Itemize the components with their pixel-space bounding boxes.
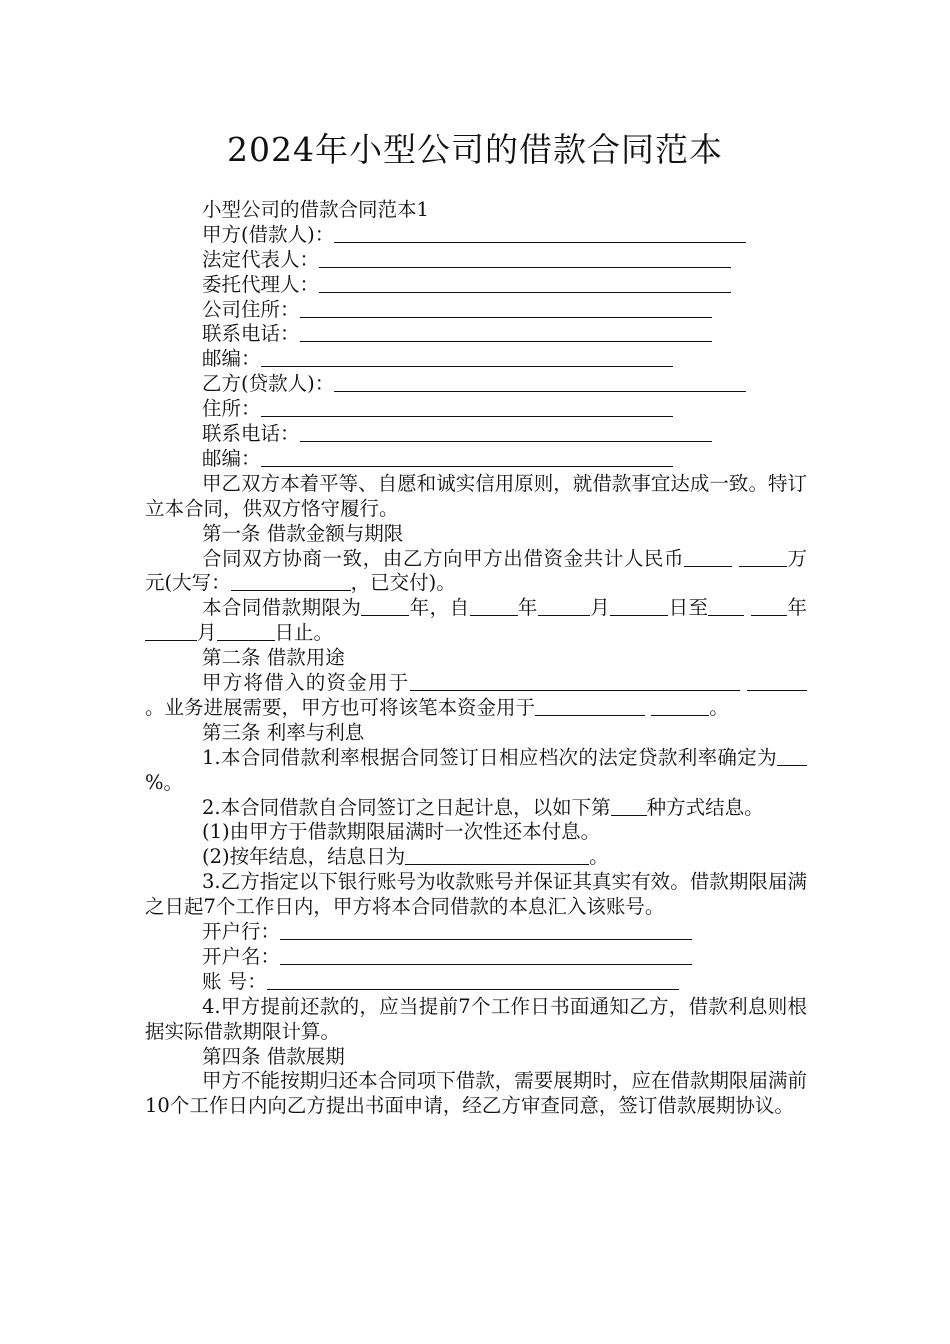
party-a-agent-line: 委托代理人： xyxy=(145,273,807,298)
article-3-item-2: 2.本合同借款自合同签订之日起计息，以如下第 种方式结息。 xyxy=(202,795,764,819)
account-name-line: 开户名： xyxy=(145,945,807,970)
document-title: 2024年小型公司的借款合同范本 xyxy=(227,130,723,169)
party-b-lender-line: 乙方(贷款人)： xyxy=(145,372,807,397)
article-3-option-2: (2)按年结息，结息日为 。 xyxy=(202,845,609,869)
bank-name-line: 开户行： xyxy=(145,920,807,945)
contract-subtitle: 小型公司的借款合同范本1 xyxy=(202,198,429,221)
party-b-phone-line: 联系电话： xyxy=(145,422,807,447)
article-1-term-paragraph: 本合同借款期限为 年，自 年 月 日至 年月 日止。 xyxy=(145,596,807,646)
article-1-heading: 第一条 借款金额与期限 xyxy=(202,521,404,545)
article-2-purpose-paragraph: 甲方将借入的资金用于 。业务进展需要，甲方也可将该笔本资金用于 。 xyxy=(145,671,807,721)
party-a-address-line: 公司住所： xyxy=(145,298,807,323)
party-a-phone-line: 联系电话： xyxy=(145,322,807,347)
article-2-heading: 第二条 借款用途 xyxy=(202,646,345,670)
article-1-amount-paragraph: 合同双方协商一致，由乙方向甲方出借资金共计人民币 万元(大写： ，已交付)。 xyxy=(145,546,807,595)
article-3-option-1: (1)由甲方于借款期限届满时一次性还本付息。 xyxy=(202,820,601,844)
intro-paragraph: 甲乙双方本着平等、自愿和诚实信用原则，就借款事宜达成一致。特订立本合同，供双方恪守履行。 xyxy=(145,471,807,520)
article-3-item-1: 1.本合同借款利率根据合同签订日相应档次的法定贷款利率确定为%。 xyxy=(145,746,807,796)
party-a-borrower-line: 甲方(借款人)： xyxy=(145,223,807,248)
party-b-postcode-line: 邮编： xyxy=(145,447,807,472)
party-a-postcode-line: 邮编： xyxy=(145,347,807,372)
document-body xyxy=(145,198,807,1119)
article-4-heading: 第四条 借款展期 xyxy=(202,1044,345,1068)
party-a-legal-rep-line: 法定代表人： xyxy=(145,248,807,273)
article-3-item-3: 3.乙方指定以下银行账号为收款账号并保证其真实有效。借款期限届满之日起7个工作日内，甲方将本合同借款的本息汇入该账号。 xyxy=(145,870,807,919)
article-3-item-4: 4.甲方提前还款的，应当提前7个工作日书面通知乙方，借款利息则根据实际借款期限计算。 xyxy=(145,994,807,1043)
party-b-address-line: 住所： xyxy=(145,397,807,422)
article-3-heading: 第三条 利率与利息 xyxy=(202,720,365,744)
account-number-line: 账 号： xyxy=(145,970,807,995)
article-4-paragraph: 甲方不能按期归还本合同项下借款，需要展期时，应在借款期限届满前10个工作日内向乙方提出书面申请，经乙方审查同意，签订借款展期协议。 xyxy=(145,1069,807,1118)
